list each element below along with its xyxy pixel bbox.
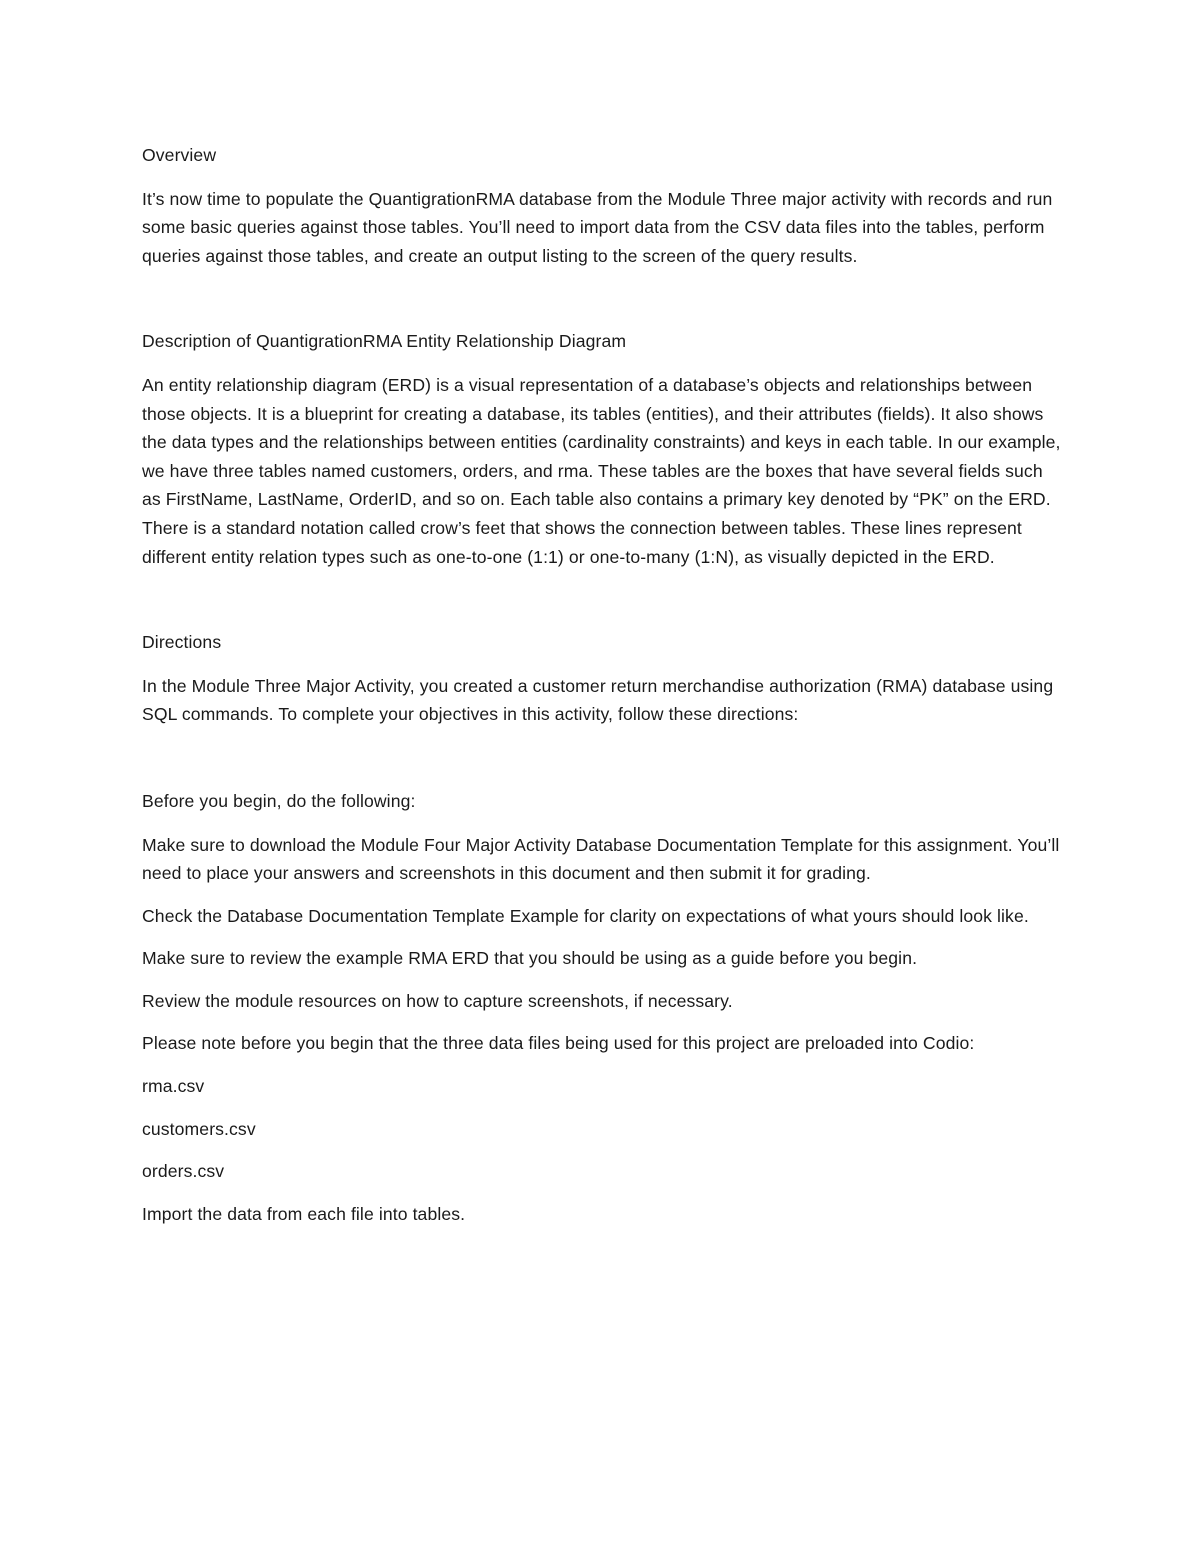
instruction-check-example: Check the Database Documentation Template Example for clarity on expectations of what yours should look like. <box>142 905 1029 926</box>
overview-heading: Overview <box>142 145 217 165</box>
file-name-orders: orders.csv <box>142 1161 225 1182</box>
overview-paragraph: It’s now time to populate the QuantigrationRMA database from the Module Three major activity with records and run some basic queries against those tables. You’ll need to import data from the CSV data files into the tables, perform queries against those tables, and create an output listing to the screen of the query results. <box>142 188 1053 266</box>
erd-description-heading: Description of QuantigrationRMA Entity Relationship Diagram <box>142 331 627 352</box>
instruction-review-resources: Review the module resources on how to capture screenshots, if necessary. <box>142 990 733 1011</box>
directions-heading: Directions <box>142 632 222 653</box>
instruction-import-data: Import the data from each file into tables. <box>142 1203 466 1224</box>
directions-paragraph: In the Module Three Major Activity, you created a customer return merchandise authorization (RMA) database using SQL commands. To complete your objectives in this activity, follow these directions: <box>142 675 1054 725</box>
file-name-rma: rma.csv <box>142 1076 205 1097</box>
document-body <box>142 141 1062 1228</box>
instruction-preloaded-files: Please note before you begin that the three data files being used for this project are preloaded into Codio: <box>142 1033 975 1054</box>
erd-description-paragraph: An entity relationship diagram (ERD) is a visual representation of a database’s objects and relationships between those objects. It is a blueprint for creating a database, its tables (entities), and their attributes (fields). It also shows the data types and the relationships between entities (cardinality constraints) and keys in each table. In our example, we have three tables named customers, orders, and rma. These tables are the boxes that have several fields such as FirstName, LastName, OrderID, and so on. Each table also contains a primary key denoted by “PK” on the ERD. There is a standard notation called crow’s feet that shows the connection between tables. These lines represent different entity relation types such as one-to-one (1:1) or one-to-many (1:N), as visually depicted in the ERD. <box>142 374 1061 567</box>
file-name-customers: customers.csv <box>142 1118 256 1139</box>
instruction-review-erd: Make sure to review the example RMA ERD that you should be using as a guide before you begin. <box>142 948 918 969</box>
instruction-download-template: Make sure to download the Module Four Major Activity Database Documentation Template for this assignment. You’ll need to place your answers and screenshots in this document and then submit it for grading. <box>142 834 1060 884</box>
before-you-begin-heading: Before you begin, do the following: <box>142 790 416 811</box>
